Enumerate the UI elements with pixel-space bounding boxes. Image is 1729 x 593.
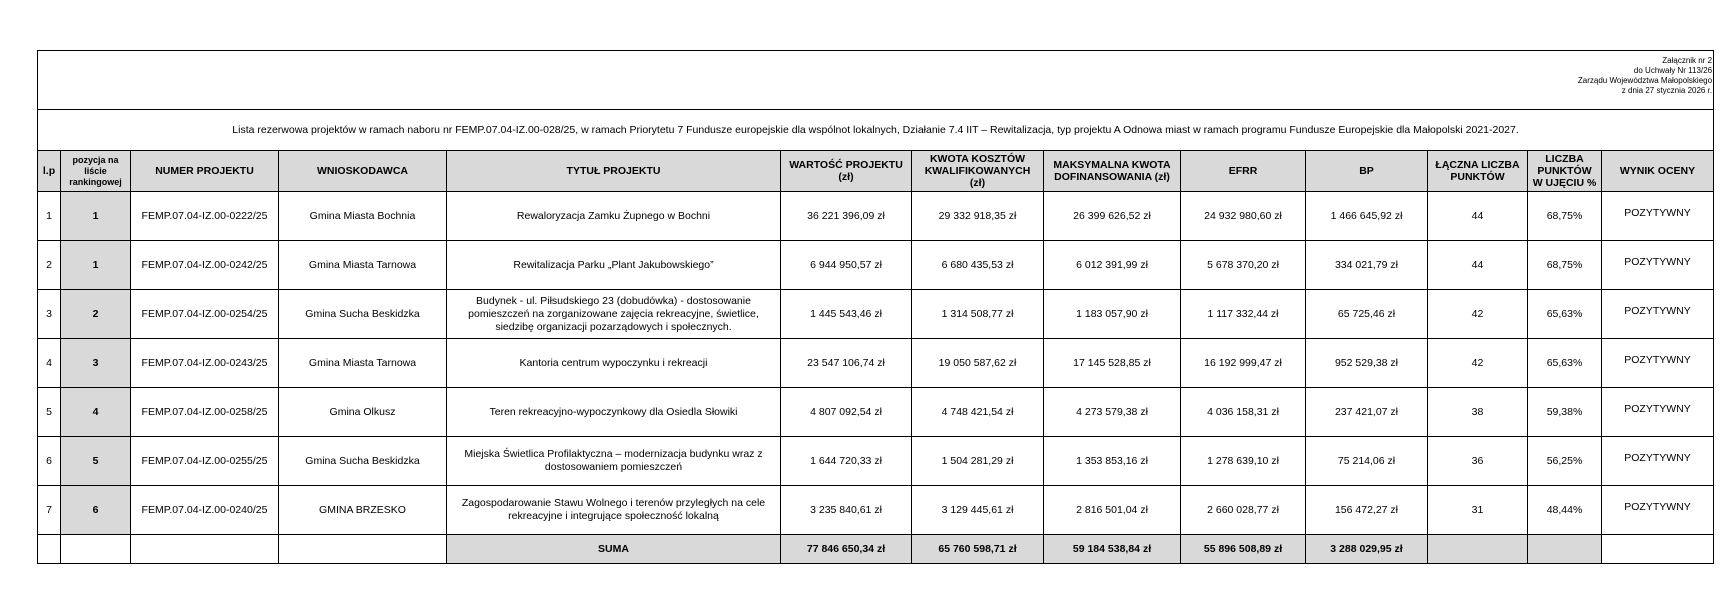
cell-result: POZYTYWNY xyxy=(1602,437,1714,486)
cell-percent: 59,38% xyxy=(1528,388,1602,437)
cell-bp: 75 214,06 zł xyxy=(1306,437,1428,486)
cell-lp: 4 xyxy=(38,339,61,388)
cell-project-title: Miejska Świetlica Profilaktyczna – modernizacja budynku wraz z dostosowaniem pomieszczeń xyxy=(447,437,781,486)
header-number: NUMER PROJEKTU xyxy=(131,151,279,192)
cell-project-value: 36 221 396,09 zł xyxy=(781,192,912,241)
cell-lp: 6 xyxy=(38,437,61,486)
cell-project-number: FEMP.07.04-IZ.00-0258/25 xyxy=(131,388,279,437)
cell-max-funding: 1 353 853,16 zł xyxy=(1044,437,1181,486)
annex-line: Zarządu Województwa Małopolskiego xyxy=(1577,76,1713,85)
cell-max-funding: 17 145 528,85 zł xyxy=(1044,339,1181,388)
cell-rank: 1 xyxy=(61,241,131,290)
cell-lp: 1 xyxy=(38,192,61,241)
table-row xyxy=(38,437,1714,486)
sum-label: SUMA xyxy=(447,535,781,564)
cell-project-title: Rewaloryzacja Zamku Żupnego w Bochni xyxy=(447,192,781,241)
cell-result: POZYTYWNY xyxy=(1602,241,1714,290)
cell-percent: 68,75% xyxy=(1528,241,1602,290)
cell-applicant: Gmina Miasta Bochnia xyxy=(279,192,447,241)
cell-rank: 1 xyxy=(61,192,131,241)
cell-eligible-costs: 1 504 281,29 zł xyxy=(912,437,1044,486)
cell-points: 42 xyxy=(1428,290,1528,339)
cell-applicant: Gmina Sucha Beskidzka xyxy=(279,290,447,339)
annex-line: do Uchwały Nr 113/26 xyxy=(1633,66,1713,75)
cell-rank: 2 xyxy=(61,290,131,339)
empty-cell xyxy=(1602,535,1714,564)
cell-project-value: 23 547 106,74 zł xyxy=(781,339,912,388)
table-caption: Lista rezerwowa projektów w ramach naboru nr FEMP.07.04-IZ.00-028/25, w ramach Priorytetu 7 Fundusze europejskie dla wspólnot lokalnych, Działanie 7.4 IIT – Rewitalizacja, typ projektu A Odnowa miast w ramach programu Fundusze Europejskie dla Małopolski 2021-2027. xyxy=(38,110,1714,151)
empty-cell xyxy=(131,535,279,564)
table-row xyxy=(38,339,1714,388)
cell-project-number: FEMP.07.04-IZ.00-0255/25 xyxy=(131,437,279,486)
header-points: ŁĄCZNA LICZBA PUNKTÓW xyxy=(1428,151,1528,192)
table-row xyxy=(38,486,1714,535)
cell-project-number: FEMP.07.04-IZ.00-0243/25 xyxy=(131,339,279,388)
cell-project-number: FEMP.07.04-IZ.00-0222/25 xyxy=(131,192,279,241)
cell-bp: 1 466 645,92 zł xyxy=(1306,192,1428,241)
cell-percent: 68,75% xyxy=(1528,192,1602,241)
empty-cell xyxy=(279,535,447,564)
empty-cell xyxy=(38,535,61,564)
table-row xyxy=(38,241,1714,290)
header-result: WYNIK OCENY xyxy=(1602,151,1714,192)
empty-cell xyxy=(1428,535,1528,564)
cell-bp: 65 725,46 zł xyxy=(1306,290,1428,339)
cell-lp: 2 xyxy=(38,241,61,290)
cell-project-title: Kantoria centrum wypoczynku i rekreacji xyxy=(447,339,781,388)
header-rank: pozycja na liście rankingowej xyxy=(61,151,131,192)
cell-efrr: 2 660 028,77 zł xyxy=(1181,486,1306,535)
cell-project-value: 1 644 720,33 zł xyxy=(781,437,912,486)
cell-result: POZYTYWNY xyxy=(1602,486,1714,535)
cell-points: 38 xyxy=(1428,388,1528,437)
annex-line: Załącznik nr 2 xyxy=(1662,56,1713,65)
cell-max-funding: 1 183 057,90 zł xyxy=(1044,290,1181,339)
cell-points: 44 xyxy=(1428,241,1528,290)
cell-efrr: 5 678 370,20 zł xyxy=(1181,241,1306,290)
sum-efrr: 55 896 508,89 zł xyxy=(1181,535,1306,564)
cell-project-number: FEMP.07.04-IZ.00-0254/25 xyxy=(131,290,279,339)
cell-result: POZYTYWNY xyxy=(1602,290,1714,339)
cell-project-value: 1 445 543,46 zł xyxy=(781,290,912,339)
cell-project-value: 4 807 092,54 zł xyxy=(781,388,912,437)
header-percent: LICZBA PUNKTÓW W UJĘCIU % xyxy=(1528,151,1602,192)
sum-eligible-costs: 65 760 598,71 zł xyxy=(912,535,1044,564)
cell-applicant: Gmina Olkusz xyxy=(279,388,447,437)
header-row xyxy=(38,151,1714,192)
header-bp: BP xyxy=(1306,151,1428,192)
cell-percent: 65,63% xyxy=(1528,339,1602,388)
cell-points: 42 xyxy=(1428,339,1528,388)
header-eligible: KWOTA KOSZTÓW KWALIFIKOWANYCH (zł) xyxy=(912,151,1044,192)
cell-project-title: Rewitalizacja Parku „Plant Jakubowskiego” xyxy=(447,241,781,290)
cell-applicant: Gmina Sucha Beskidzka xyxy=(279,437,447,486)
cell-lp: 5 xyxy=(38,388,61,437)
header-max-funding: MAKSYMALNA KWOTA DOFINANSOWANIA (zł) xyxy=(1044,151,1181,192)
cell-bp: 156 472,27 zł xyxy=(1306,486,1428,535)
cell-rank: 4 xyxy=(61,388,131,437)
cell-project-number: FEMP.07.04-IZ.00-0242/25 xyxy=(131,241,279,290)
cell-eligible-costs: 29 332 918,35 zł xyxy=(912,192,1044,241)
sum-project-value: 77 846 650,34 zł xyxy=(781,535,912,564)
table-row xyxy=(38,192,1714,241)
cell-max-funding: 26 399 626,52 zł xyxy=(1044,192,1181,241)
sum-bp: 3 288 029,95 zł xyxy=(1306,535,1428,564)
cell-result: POZYTYWNY xyxy=(1602,339,1714,388)
cell-project-value: 3 235 840,61 zł xyxy=(781,486,912,535)
cell-lp: 7 xyxy=(38,486,61,535)
cell-project-value: 6 944 950,57 zł xyxy=(781,241,912,290)
cell-applicant: Gmina Miasta Tarnowa xyxy=(279,241,447,290)
cell-eligible-costs: 1 314 508,77 zł xyxy=(912,290,1044,339)
annex-note xyxy=(38,51,1714,110)
cell-eligible-costs: 3 129 445,61 zł xyxy=(912,486,1044,535)
header-value: WARTOŚĆ PROJEKTU (zł) xyxy=(781,151,912,192)
cell-eligible-costs: 4 748 421,54 zł xyxy=(912,388,1044,437)
cell-max-funding: 2 816 501,04 zł xyxy=(1044,486,1181,535)
cell-project-title: Budynek - ul. Piłsudskiego 23 (dobudówka) - dostosowanie pomieszczeń na zorganizowane zajęcia rekreacyjne, świetlice, siedzibę organizacji pozarządowych i społecznych. xyxy=(447,290,781,339)
cell-rank: 6 xyxy=(61,486,131,535)
header-applicant: WNIOSKODAWCA xyxy=(279,151,447,192)
cell-points: 31 xyxy=(1428,486,1528,535)
empty-cell xyxy=(61,535,131,564)
cell-project-number: FEMP.07.04-IZ.00-0240/25 xyxy=(131,486,279,535)
cell-efrr: 4 036 158,31 zł xyxy=(1181,388,1306,437)
table-row xyxy=(38,388,1714,437)
table-row xyxy=(38,290,1714,339)
cell-max-funding: 6 012 391,99 zł xyxy=(1044,241,1181,290)
cell-result: POZYTYWNY xyxy=(1602,192,1714,241)
cell-efrr: 1 117 332,44 zł xyxy=(1181,290,1306,339)
cell-points: 36 xyxy=(1428,437,1528,486)
caption-row xyxy=(38,110,1714,151)
annex-line: z dnia 27 stycznia 2026 r. xyxy=(1621,86,1713,95)
cell-percent: 65,63% xyxy=(1528,290,1602,339)
header-efrr: EFRR xyxy=(1181,151,1306,192)
cell-rank: 5 xyxy=(61,437,131,486)
cell-efrr: 16 192 999,47 zł xyxy=(1181,339,1306,388)
reserve-list-table xyxy=(37,50,1714,564)
cell-applicant: GMINA BRZESKO xyxy=(279,486,447,535)
cell-bp: 334 021,79 zł xyxy=(1306,241,1428,290)
cell-eligible-costs: 6 680 435,53 zł xyxy=(912,241,1044,290)
document-sheet xyxy=(37,50,1713,564)
empty-cell xyxy=(1528,535,1602,564)
annex-row xyxy=(38,51,1714,110)
cell-eligible-costs: 19 050 587,62 zł xyxy=(912,339,1044,388)
cell-rank: 3 xyxy=(61,339,131,388)
cell-max-funding: 4 273 579,38 zł xyxy=(1044,388,1181,437)
cell-applicant: Gmina Miasta Tarnowa xyxy=(279,339,447,388)
cell-percent: 48,44% xyxy=(1528,486,1602,535)
cell-result: POZYTYWNY xyxy=(1602,388,1714,437)
sum-max-funding: 59 184 538,84 zł xyxy=(1044,535,1181,564)
sum-row xyxy=(38,535,1714,564)
header-lp: l.p xyxy=(38,151,61,192)
cell-project-title: Zagospodarowanie Stawu Wolnego i terenów przyległych na cele rekreacyjne i integrujące społeczność lokalną xyxy=(447,486,781,535)
cell-bp: 952 529,38 zł xyxy=(1306,339,1428,388)
cell-percent: 56,25% xyxy=(1528,437,1602,486)
cell-efrr: 24 932 980,60 zł xyxy=(1181,192,1306,241)
header-title: TYTUŁ PROJEKTU xyxy=(447,151,781,192)
cell-lp: 3 xyxy=(38,290,61,339)
cell-efrr: 1 278 639,10 zł xyxy=(1181,437,1306,486)
cell-project-title: Teren rekreacyjno-wypoczynkowy dla Osiedla Słowiki xyxy=(447,388,781,437)
cell-points: 44 xyxy=(1428,192,1528,241)
cell-bp: 237 421,07 zł xyxy=(1306,388,1428,437)
